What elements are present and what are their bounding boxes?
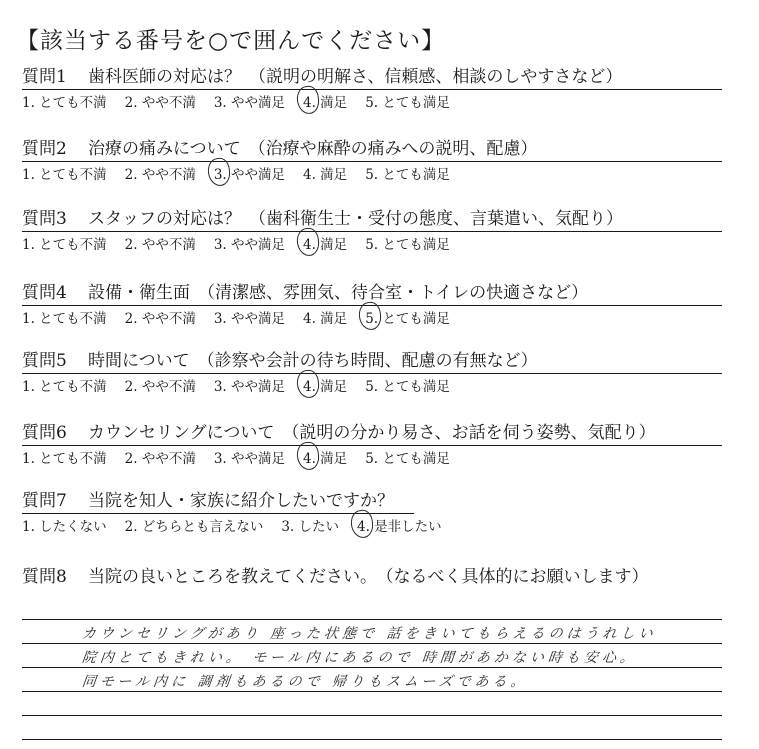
- question-note: （診察や会計の待ち時間、配慮の有無など）: [197, 351, 538, 371]
- question-line: [22, 490, 414, 514]
- option-4: 4. 満足: [303, 375, 347, 395]
- question-line: [22, 422, 722, 446]
- option-4: 4. 是非したい: [357, 515, 442, 535]
- question-number: 質問5: [22, 351, 67, 371]
- options-row: [22, 163, 722, 183]
- option-4: 4. 満足: [303, 447, 347, 467]
- option-1: 1. とても不満: [22, 167, 107, 183]
- option-1: 1. とても不満: [22, 379, 107, 395]
- option-2: 2. やや不満: [124, 237, 196, 253]
- options-row: [22, 91, 722, 111]
- option-5: 5. とても満足: [365, 167, 450, 183]
- option-1: 1. とても不満: [22, 451, 107, 467]
- option-4: 4. 満足: [303, 233, 347, 253]
- question-title: 当院を知人・家族に紹介したいですか？: [88, 491, 394, 511]
- question-title: 歯科医師の対応は？: [88, 67, 241, 87]
- question-number: 質問6: [22, 423, 67, 443]
- question-number: 質問4: [22, 283, 67, 303]
- question-title: 設備・衛生面: [88, 283, 190, 303]
- question-line: [22, 208, 722, 232]
- question-7: [22, 490, 722, 535]
- answer-line: [22, 620, 722, 644]
- question-note: （説明の分かり易さ、お話を伺う姿勢、気配り）: [282, 423, 656, 443]
- question-1: [22, 66, 722, 111]
- question-3: [22, 208, 722, 253]
- options-row: [22, 447, 722, 467]
- option-2: 2. どちらとも言えない: [124, 519, 264, 535]
- option-3: 3. やや満足: [213, 451, 286, 467]
- options-row: [22, 307, 722, 327]
- answer-line: [22, 668, 722, 692]
- option-5: 5. とても満足: [365, 307, 450, 327]
- instruction-header: 【該当する番号を○で囲んでください】: [16, 28, 446, 54]
- question-note: （歯科衛生士・受付の態度、言葉遣い、気配り）: [249, 209, 623, 229]
- option-3: 3. やや満足: [214, 163, 285, 183]
- answer-line: [22, 644, 722, 668]
- options-row: [22, 233, 722, 253]
- option-3: 3. やや満足: [213, 95, 286, 111]
- option-4: 4. 満足: [303, 311, 348, 327]
- options-row: [22, 375, 722, 395]
- option-2: 2. やや不満: [124, 451, 196, 467]
- option-1: 1. とても不満: [22, 95, 107, 111]
- option-3: 3. やや満足: [213, 311, 286, 327]
- question-5: [22, 350, 722, 395]
- question-line: [22, 66, 722, 90]
- handwritten-answer: 院内とてもきれい。 モール内にあるので 時間があかない時も安心。: [81, 650, 639, 666]
- option-4: 4. 満足: [303, 167, 348, 183]
- question-4: [22, 282, 722, 327]
- option-5: 5. とても満足: [365, 451, 450, 467]
- question-number: 質問2: [22, 139, 67, 159]
- option-1: 1. とても不満: [22, 311, 107, 327]
- options-row: [22, 515, 722, 535]
- question-note: （なるべく具体的にお願いします）: [385, 567, 649, 587]
- question-note: （説明の明解さ、信頼感、相談のしやすさなど）: [249, 67, 623, 87]
- question-number: 質問8: [22, 567, 67, 587]
- answer-line: [22, 716, 722, 740]
- option-5: 5. とても満足: [365, 237, 450, 253]
- question-line: [22, 350, 722, 374]
- option-1: 1. とても不満: [22, 237, 107, 253]
- option-5: 5. とても満足: [365, 95, 450, 111]
- question-title: カウンセリングについて: [88, 423, 275, 443]
- option-2: 2. やや不満: [124, 95, 196, 111]
- handwritten-answer: カウンセリングがあり 座った状態で 話をきいてもらえるのはうれしい: [81, 626, 658, 642]
- question-note: （治療や麻酔の痛みへの説明、配慮）: [248, 139, 538, 159]
- question-number: 質問1: [22, 67, 67, 87]
- option-3: 3. やや満足: [213, 379, 286, 395]
- answer-line: [22, 596, 722, 620]
- question-line: [22, 138, 722, 162]
- free-answer-area: [22, 596, 722, 740]
- option-5: 5. とても満足: [365, 379, 450, 395]
- option-3: 3. やや満足: [213, 237, 286, 253]
- question-2: [22, 138, 722, 183]
- option-2: 2. やや不満: [124, 311, 196, 327]
- question-6: [22, 422, 722, 467]
- answer-line: [22, 692, 722, 716]
- option-1: 1. したくない: [22, 519, 107, 535]
- option-2: 2. やや不満: [124, 379, 196, 395]
- option-2: 2. やや不満: [124, 167, 196, 183]
- question-title: 当院の良いところを教えてください。: [88, 567, 377, 587]
- question-title: 時間について: [88, 351, 190, 371]
- question-title: スタッフの対応は？: [88, 209, 241, 229]
- question-number: 質問3: [22, 209, 67, 229]
- handwritten-answer: 同モール内に 調剤もあるので 帰りもスムーズである。: [81, 674, 530, 690]
- option-4: 4. 満足: [303, 91, 347, 111]
- question-line: [22, 566, 722, 589]
- question-number: 質問7: [22, 491, 67, 511]
- question-title: 治療の痛みについて: [88, 139, 241, 159]
- option-3: 3. したい: [281, 519, 340, 535]
- question-8: [22, 566, 722, 589]
- question-note: （清潔感、雰囲気、待合室・トイレの快適さなど）: [198, 283, 589, 303]
